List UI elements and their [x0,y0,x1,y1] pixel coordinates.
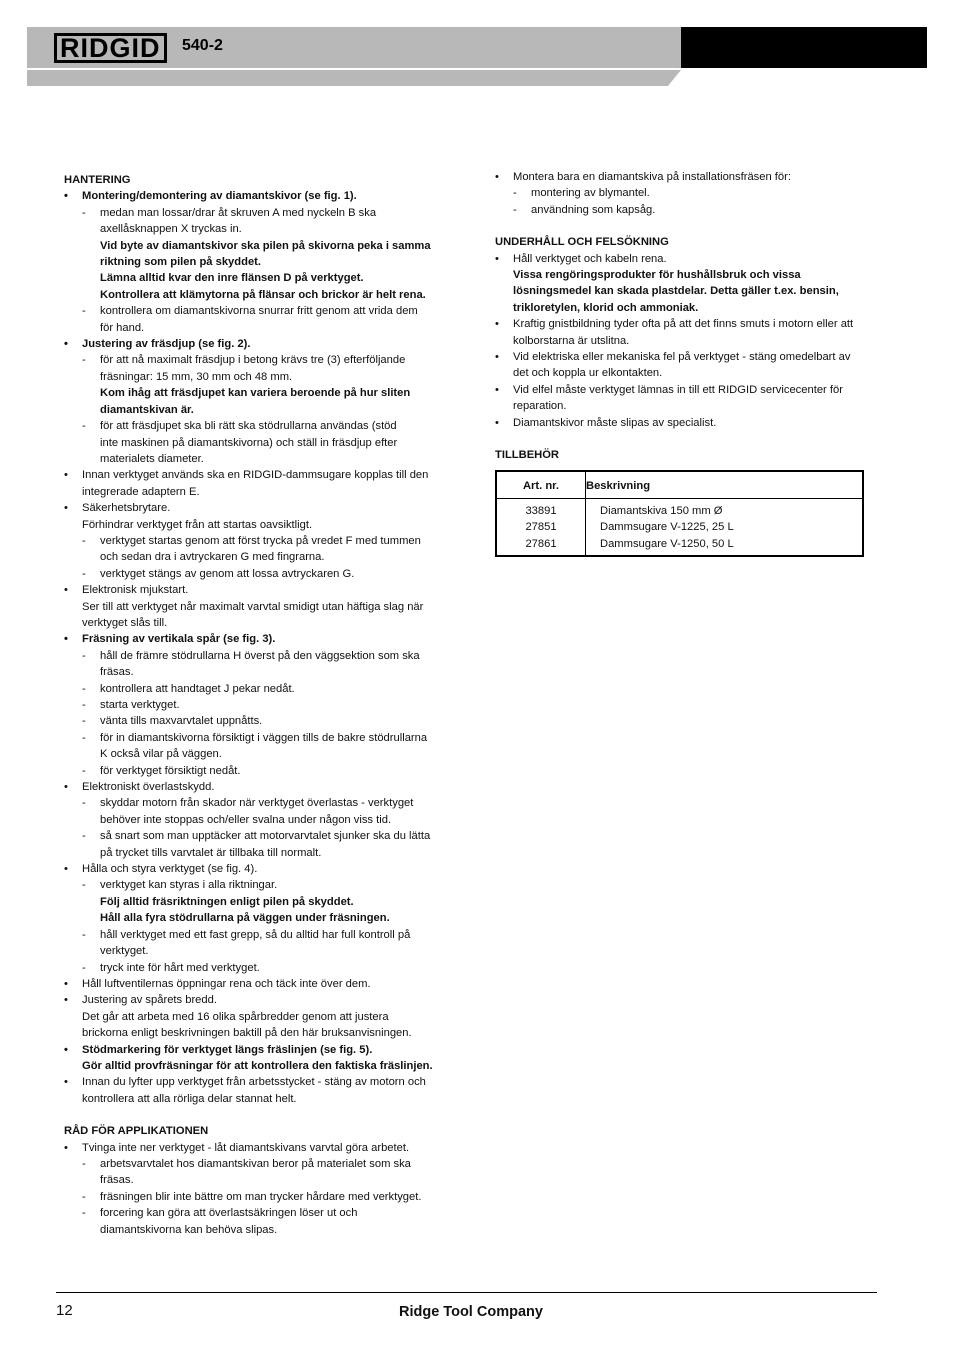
sub-item: - tryck inte för hårt med verktyget. [64,960,444,976]
sub-item: - för verktyget försiktigt nedåt. [64,763,444,779]
list-item: • Håll verktyget och kabeln rena. [495,251,865,267]
list-item: • Elektroniskt överlastskydd. [64,779,444,795]
model-number: 540-2 [182,37,223,54]
sub-item: - för att fräsdjupet ska bli rätt ska stödrullarna användas (stöd [64,418,444,434]
sub-item: - så snart som man upptäcker att motorvarvtalet sjunker ska du lätta [64,828,444,844]
text-line: Följ alltid fräsriktningen enligt pilen på skyddet. [100,895,354,908]
sub-item: - håll verktyget med ett fast grepp, så du alltid har full kontroll på [64,927,444,943]
description: Dammsugare V-1225, 25 L [600,521,734,534]
text-line: behöver inte stoppas och/eller svalna under någon viss tid. [100,813,392,826]
cell-beskrivning [586,498,864,556]
text-line: på trycket tills varvtalet är tillbaka till normalt. [100,846,322,859]
text-line: Kom ihåg att fräsdjupet kan variera beroende på hur sliten [100,387,411,400]
text-line: Förhindrar verktyget från att startas oavsiktligt. [82,518,313,531]
text-line: diamantskivorna kan behöva slipas. [100,1223,278,1236]
list-item: • Vid elektriska eller mekaniska fel på verktyget - stäng omedelbart av [495,349,865,365]
table-header-row [496,471,863,499]
list-item: • Håll luftventilernas öppningar rena och täck inte över dem. [64,976,444,992]
ridgid-logo: RIDGID [54,33,167,64]
sub-item: - starta verktyget. [64,697,444,713]
text-line: kontrollera att alla rörliga delar stannat helt. [82,1092,297,1105]
accessories-table [495,470,864,558]
section-title-rad: RÅD FÖR APPLIKATIONEN [64,1125,209,1138]
sub-item: - arbetsvarvtalet hos diamantskivan beror på materialet som ska [64,1156,444,1172]
text-line: fräsningar: 15 mm, 30 mm och 48 mm. [100,370,293,383]
list-item: • Säkerhetsbrytare. [64,500,444,516]
sub-item: - användning som kapsåg. [495,202,865,218]
text-line: fräsas. [100,1174,134,1187]
sub-item: - kontrollera att handtaget J pekar nedåt. [64,681,444,697]
table-row [496,498,863,556]
sub-item: - för in diamantskivorna försiktigt i väggen tills de bakre stödrullarna [64,730,444,746]
sub-item: - verktyget kan styras i alla riktningar. [64,877,444,893]
sub-item: - medan man lossar/drar åt skruven A med nyckeln B ska [64,205,444,221]
text-line: K också vilar på väggen. [100,748,222,761]
text-line: axellåsknappen X tryckas in. [100,223,242,236]
text-line: integrerade adaptern E. [82,485,200,498]
text-line: diamantskivan är. [100,403,194,416]
header-strip [27,70,681,86]
text-line: Ser till att verktyget når maximalt varvtal smidigt utan häftiga slag när [82,600,424,613]
list-item: • Montera bara en diamantskiva på installationsfräsen för: [495,169,865,185]
text-line: lösningsmedel kan skada plastdelar. Detta gäller t.ex. bensin, [513,285,839,298]
list-item: • Innan verktyget används ska en RIDGID-dammsugare kopplas till den [64,467,444,483]
list-item: • Elektronisk mjukstart. [64,582,444,598]
list-item: • Montering/demontering av diamantskivor (se fig. 1). [64,188,444,204]
list-item: • Stödmarkering för verktyget längs fräslinjen (se fig. 5). [64,1042,444,1058]
sub-item: - forcering kan göra att överlastsäkringen löser ut och [64,1205,444,1221]
text-line: Kontrollera att klämytorna på flänsar och brickor är helt rena. [100,288,426,301]
list-item: • Tvinga inte ner verktyget - låt diamantskivans varvtal göra arbetet. [64,1140,444,1156]
text-line: brickorna enligt beskrivningen baktill på den här bruksanvisningen. [82,1027,412,1040]
text-line: för hand. [100,321,145,334]
list-item: • Vid elfel måste verktyget lämnas in till ett RIDGID servicecenter för [495,382,865,398]
text-line: Det går att arbeta med 16 olika spårbredder genom att justera [82,1010,389,1023]
art-nr: 33891 [525,504,557,517]
list-item: • Hålla och styra verktyget (se fig. 4). [64,861,444,877]
section-title-tillbehor: TILLBEHÖR [495,449,560,462]
page-header [27,27,927,86]
right-column [495,169,865,557]
page-number: 12 [56,1302,73,1319]
section-title-underhall: UNDERHÅLL OCH FELSÖKNING [495,236,669,249]
text-line: inte maskinen på diamantskivorna) och ställ in fräsdjup efter [100,436,398,449]
sub-item: - kontrollera om diamantskivorna snurrar fritt genom att vrida dem [64,303,444,319]
text-line: kolborstarna är utslitna. [513,334,630,347]
description: Diamantskiva 150 mm Ø [600,504,723,517]
column-header-beskrivning: Beskrivning [586,471,864,499]
text-line: reparation. [513,400,567,413]
list-item: • Justering av spårets bredd. [64,992,444,1008]
text-line: Vid byte av diamantskivor ska pilen på skivorna peka i samma [100,239,431,252]
left-column [64,172,444,1238]
text-line: Håll alla fyra stödrullarna på väggen under fräsningen. [100,912,390,925]
sub-item: - fräsningen blir inte bättre om man trycker hårdare med verktyget. [64,1189,444,1205]
list-item: • Innan du lyfter upp verktyget från arbetsstycket - stäng av motorn och [64,1074,444,1090]
art-nr: 27861 [525,537,557,550]
text-line: Vissa rengöringsprodukter för hushållsbruk och vissa [513,269,801,282]
section-title-hantering: HANTERING [64,174,131,186]
column-header-art-nr: Art. nr. [496,471,586,499]
list-item: • Fräsning av vertikala spår (se fig. 3). [64,631,444,647]
footer-divider [56,1292,877,1293]
text-line: och sedan dra i avtryckaren G med fingrarna. [100,551,325,564]
description: Dammsugare V-1250, 50 L [600,537,734,550]
text-line: Lämna alltid kvar den inre flänsen D på verktyget. [100,272,364,285]
text-line: verktyget. [100,945,149,958]
sub-item: - vänta tills maxvarvtalet uppnåtts. [64,713,444,729]
cell-art-nr [496,498,586,556]
list-item: • Kraftig gnistbildning tyder ofta på att det finns smuts i motorn eller att [495,316,865,332]
text-line: Gör alltid provfräsningar för att kontrollera den faktiska fräslinjen. [82,1059,433,1072]
sub-item: - håll de främre stödrullarna H överst på den väggsektion som ska [64,648,444,664]
list-item: • Diamantskivor måste slipas av specialist. [495,415,865,431]
text-line: verktyget slås till. [82,616,168,629]
text-line: riktning som pilen på skyddet. [100,256,262,269]
company-name: Ridge Tool Company [399,1304,543,1320]
text-line: det och koppla ur elkontakten. [513,367,663,380]
sub-item: - verktyget stängs av genom att lossa avtryckaren G. [64,566,444,582]
text-line: fräsas. [100,666,134,679]
sub-item: - skyddar motorn från skador när verktyget överlastas - verktyget [64,795,444,811]
sub-item: - montering av blymantel. [495,185,865,201]
sub-item: - verktyget startas genom att först trycka på vredet F med tummen [64,533,444,549]
header-black-block [681,27,927,68]
art-nr: 27851 [525,521,557,534]
list-item: • Justering av fräsdjup (se fig. 2). [64,336,444,352]
text-line: trikloretylen, klorid och ammoniak. [513,301,699,314]
text-line: materialets diameter. [100,452,204,465]
sub-item: - för att nå maximalt fräsdjup i betong krävs tre (3) efterföljande [64,352,444,368]
